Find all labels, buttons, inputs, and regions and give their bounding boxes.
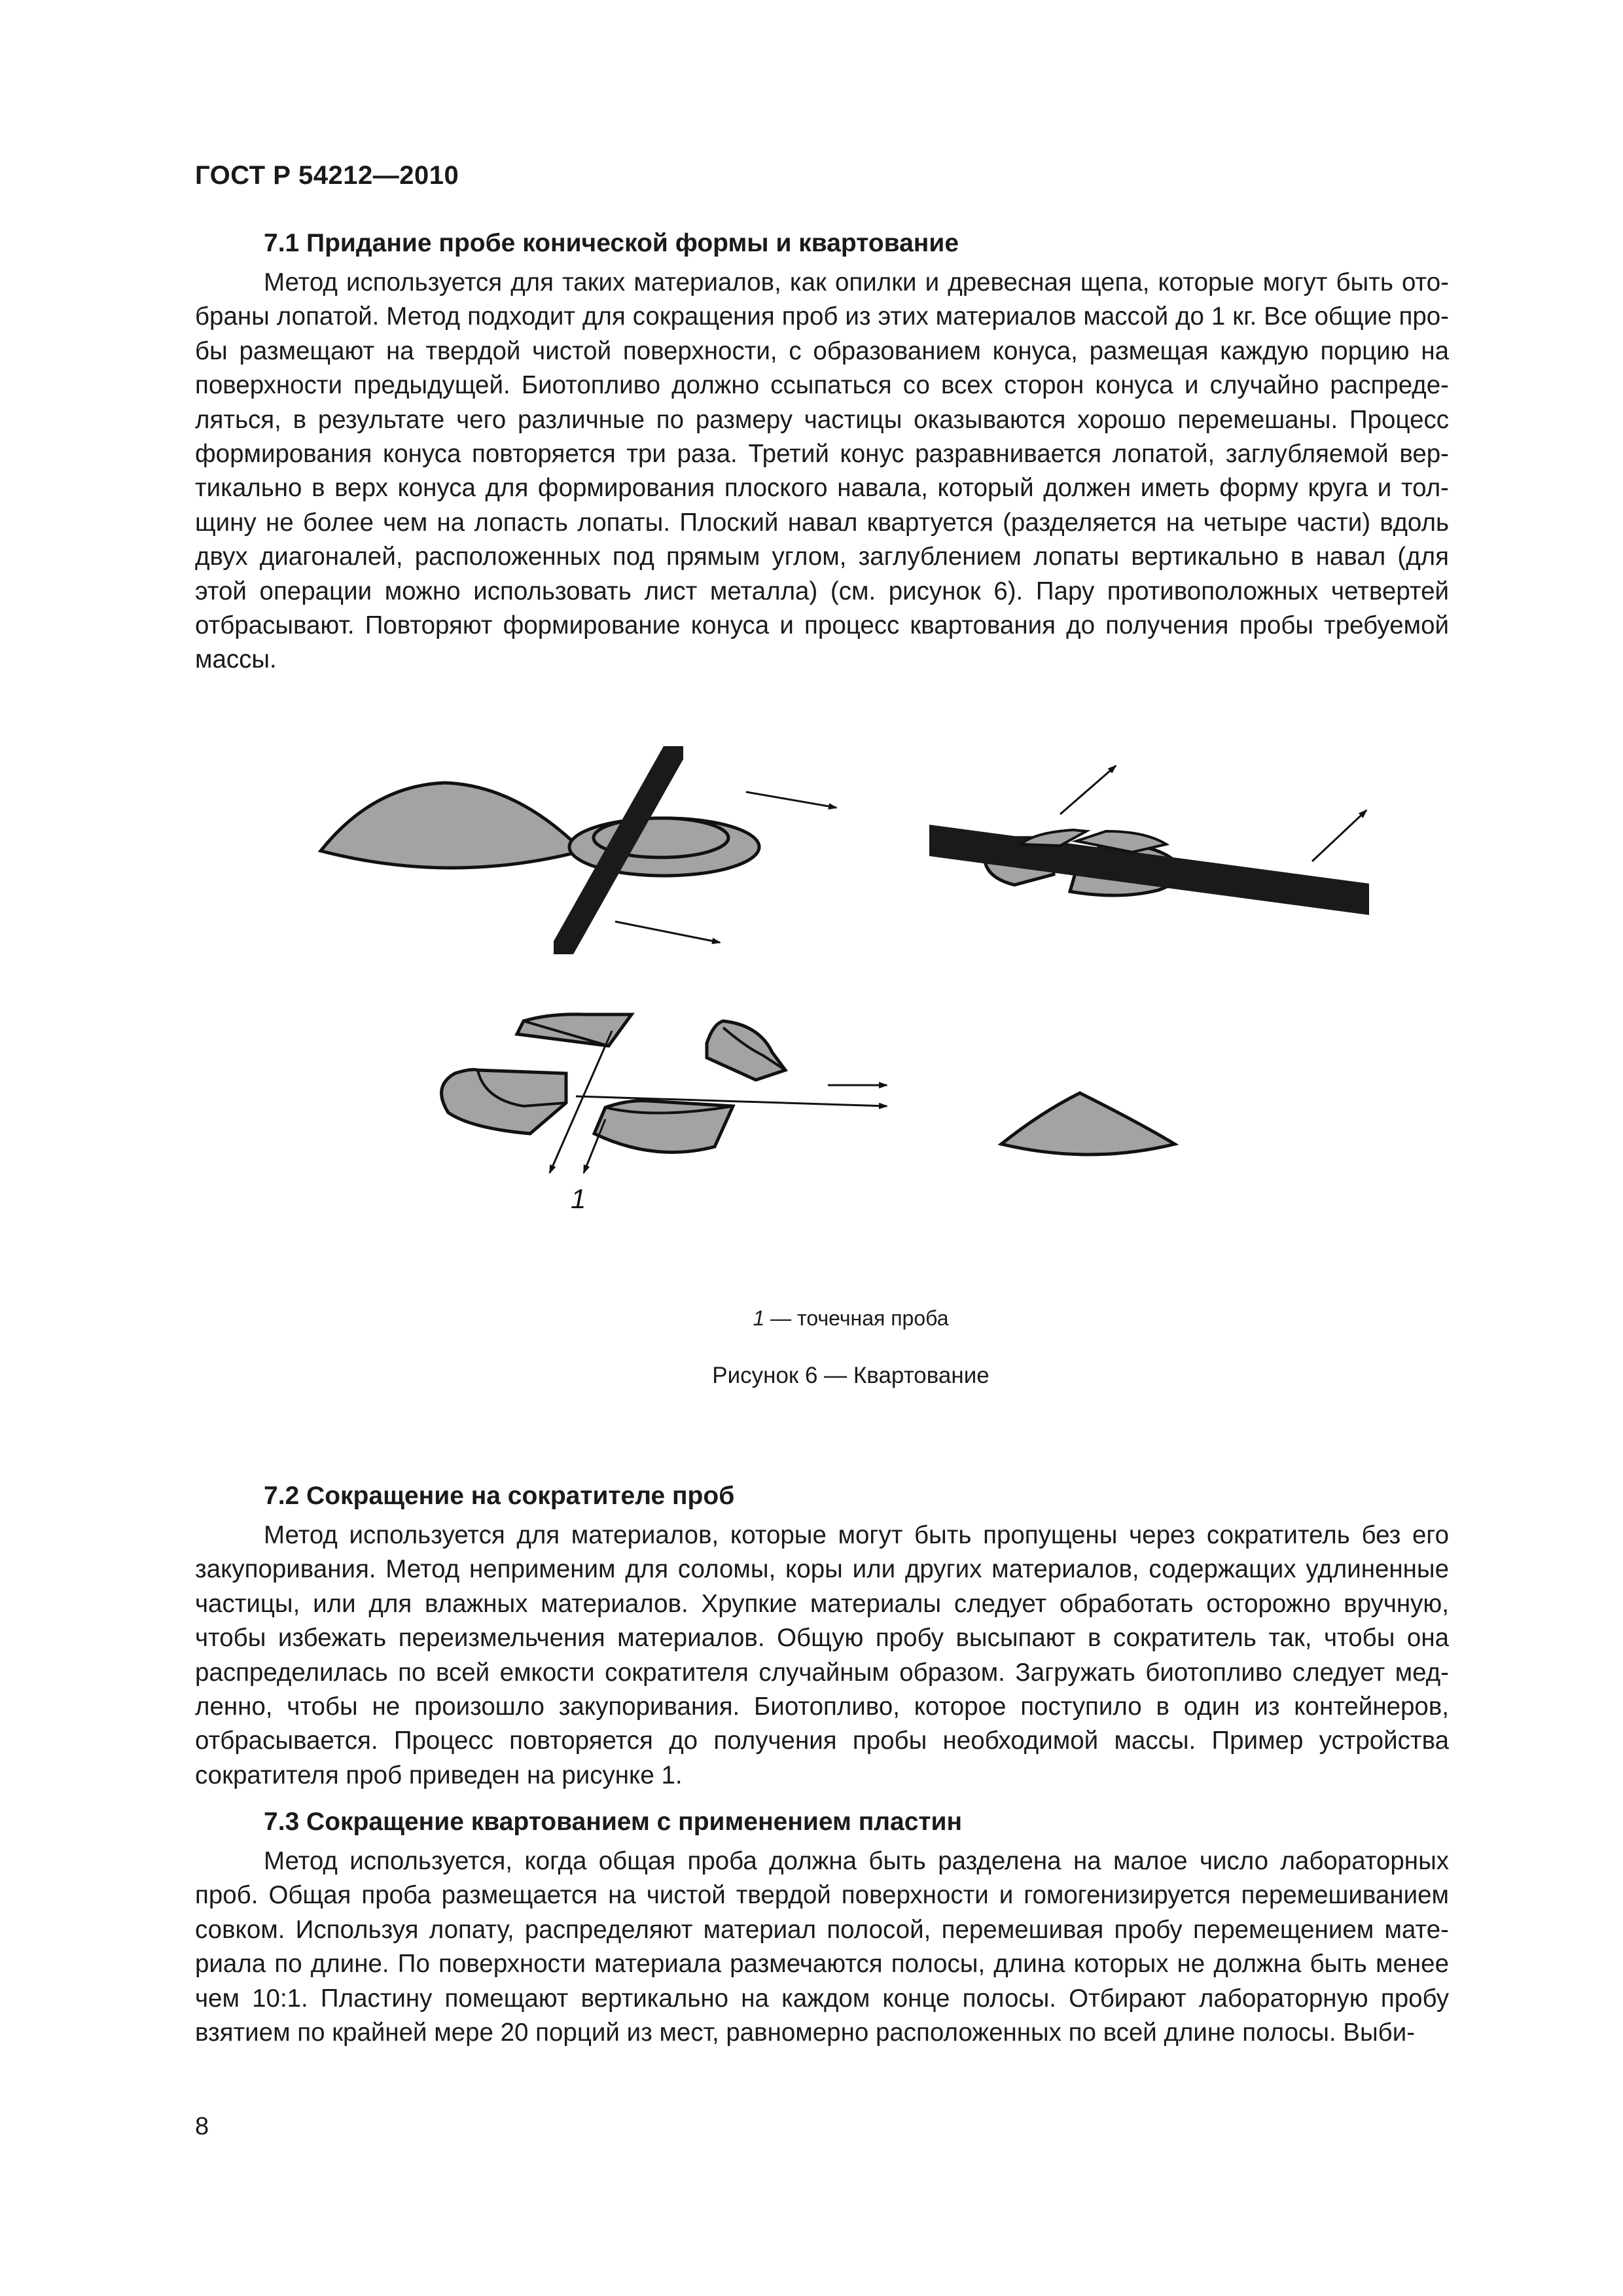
- section-body-7-3: Метод используется, когда общая проба должна быть разделена на малое число лабораторных проб. Общая проба размещается на чистой твердой поверхности и гомогенизируется перемешиванием совком. Используя лопату, распределяют материал полосой, перемешивая пробу перемещением материала по длине. По поверхности материала размечаются полосы, длина которых не должна быть менее чем 10:1. Пластину помещают вертикально на каждом конце полосы. Отбирают лабораторную пробу взятием по крайней мере 20 порций из мест, равномерно расположенных по всей длине полосы. Выби-: [195, 1847, 1449, 2047]
- legend-text: — точечная проба: [764, 1306, 949, 1330]
- callout-number: 1: [571, 1183, 586, 1214]
- section-title-7-2: 7.2 Сокращение на сократителе проб: [264, 1482, 735, 1510]
- arrow-quarter-upright: [1312, 810, 1366, 861]
- figure-quartering-diagram: [275, 733, 1414, 1289]
- section-title-7-3: 7.3 Сокращение квартованием с применением пластин: [264, 1808, 963, 1836]
- arrow-cut-down: [615, 922, 720, 942]
- section-7-3: [195, 1805, 1449, 2050]
- section-body-7-1: Метод используется для таких материалов, как опилки и древесная щепа, которые могут быть отобраны лопатой. Метод подходит для сокращения проб из этих материалов массой до 1 кг. Все общие пробы размещают на твердой чистой поверхности, с образованием конуса, размещая каждую порцию на поверхности предыдущей. Биотопливо должно ссыпаться со всех сторон конуса и случайно распределяться, в результате чего различные по размеру частицы оказываются хорошо перемешаны. Процесс формирования конуса повторяется три раза. Третий конус разравнивается лопатой, заглубляемой вертикально в верх конуса для формирования плоского навала, который должен иметь форму круга и толщину не более чем на лопасть лопаты. Плоский навал квартуется (разделяется на четыре части) вдоль двух диагоналей, расположенных под прямым углом, заглублением лопаты вертикально в навал (для этой операции можно использовать лист металла) (см. рисунок 6). Пару противоположных четвертей отбрасывают. Повторяют формирование конуса и процесс квартования до получения пробы требуемой массы.: [195, 268, 1449, 674]
- figure-caption: Рисунок 6 — Квартование: [712, 1363, 990, 1388]
- section-7-2: [195, 1479, 1449, 1793]
- section-title-7-1: 7.1 Придание пробе конической формы и квартование: [264, 229, 959, 257]
- arrow-quarter-upleft: [1060, 766, 1116, 814]
- section-7-1: [195, 226, 1449, 677]
- arrow-cut-right: [746, 792, 836, 808]
- figure-legend: [0, 1306, 1623, 1331]
- initial-cone: [321, 783, 582, 868]
- standard-header: ГОСТ Р 54212—2010: [195, 161, 459, 190]
- section-body-7-2: Метод используется для материалов, которые могут быть пропущены через сократитель без его закупоривания. Метод неприменим для соломы, коры или других материалов, содержащих удлиненные частицы, или для влажных материалов. Хрупкие материалы следует обработать осторожно вручную, чтобы избежать переизмельчения материалов. Общую пробу высыпают в сократитель так, чтобы она распределилась по всей емкости сократителя случайным образом. Загружать биотопливо следует медленно, чтобы не произошло закупоривания. Биотопливо, которое поступило в один из контейнеров, отбрасывается. Процесс повторяется до получения пробы необходимой массы. Пример устройства сократителя проб приведен на рисунке 1.: [195, 1521, 1449, 1789]
- page-number: 8: [195, 2113, 209, 2140]
- arrow-increment-down-2: [584, 1119, 605, 1173]
- legend-number: 1: [753, 1306, 765, 1330]
- quarter-top-left: [1021, 830, 1086, 846]
- separated-quarter-top: [517, 1014, 632, 1046]
- new-cone: [1001, 1093, 1175, 1155]
- separated-quarter-right: [707, 1021, 785, 1080]
